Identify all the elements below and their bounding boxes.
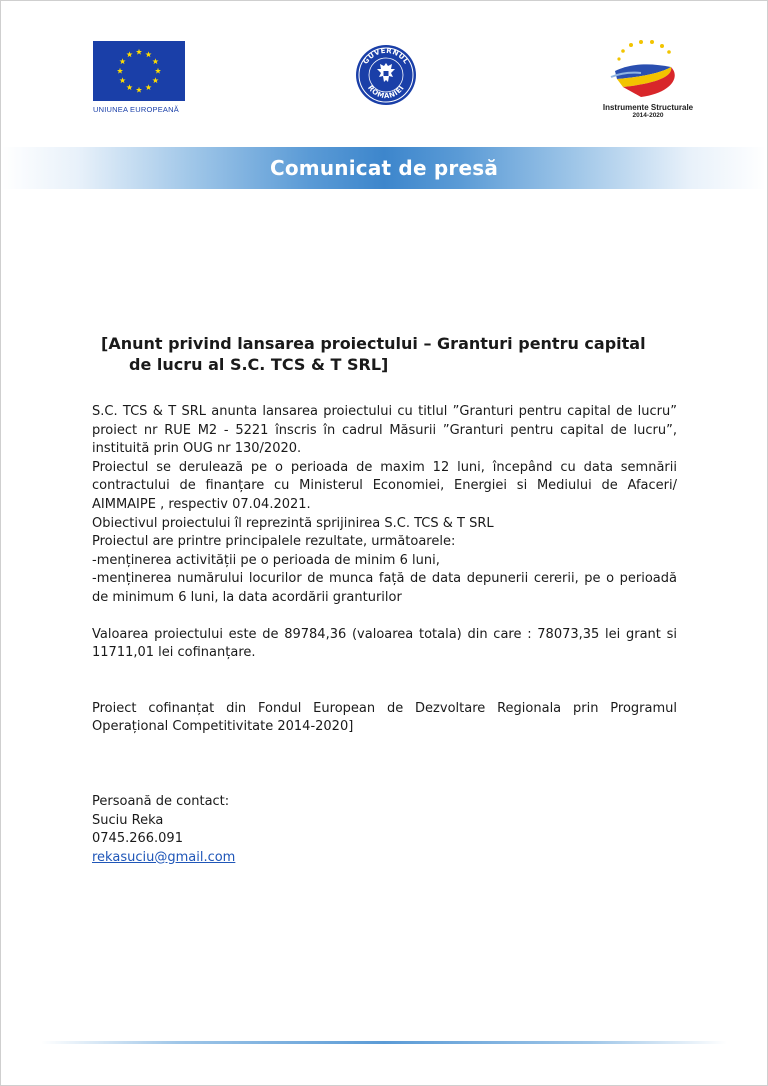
eu-star-icon [120, 77, 126, 83]
seal-text-bottom: ROMÂNIEI [366, 83, 406, 101]
heading-line-1: [Anunt privind lansarea proiectului – Granturi pentru capital [101, 334, 646, 353]
contact-name: Suciu Reka [92, 812, 164, 828]
eu-star-icon [136, 49, 142, 55]
paragraph-cofinancing: Proiect cofinanțat din Fondul European de Dezvoltare Regionala prin Programul Operațional Competitivitate 2014-2020] [92, 700, 677, 735]
eu-star-icon [145, 51, 151, 57]
instrumente-structurale-logo [593, 37, 703, 119]
seal-text-top: GUVERNUL [361, 46, 411, 66]
announcement-body [92, 403, 677, 867]
is-name: Instrumente Structurale [602, 103, 694, 112]
eu-logo [93, 41, 187, 114]
paragraph-objective: Obiectivul proiectului îl reprezintă sprijinirea S.C. TCS & T SRL [92, 515, 494, 531]
paragraph-results-intro: Proiectul are printre principalele rezultate, următoarele: [92, 534, 456, 550]
heading-line-2: de lucru al S.C. TCS & T SRL] [129, 355, 389, 374]
eu-flag-icon [93, 41, 185, 101]
banner-title: Comunicat de presă [269, 156, 499, 180]
contact-phone: 0745.266.091 [92, 831, 183, 847]
paragraph-project-title: S.C. TCS & T SRL anunta lansarea proiectului cu titlul ”Granturi pentru capital de lucru” proiect nr RUE M2 - 5221 înscris în cadrul Măsurii ”Granturi pentru capital de lucru”, instituită prin OUG nr 130/2020. [92, 404, 677, 457]
eu-star-icon [155, 68, 161, 74]
eu-star-icon [126, 84, 132, 90]
paragraph-project-value: Valoarea proiectului este de 89784,36 (valoarea totala) din care : 78073,35 lei grant si 11711,01 lei cofinanțare. [92, 626, 677, 661]
result-item-jobs: -menținerea numărului locurilor de munca față de data depunerii cererii, pe o perioadă de minimum 6 luni, la data acordării granturilor [92, 571, 677, 605]
eu-star-icon [126, 51, 132, 57]
eu-star-icon [152, 77, 158, 83]
paragraph-duration: Proiectul se derulează pe o perioada de maxim 12 luni, începând cu data semnării contractului de finanțare cu Ministerul Economiei, Energiei si Mediului de Afaceri/ AIMMAIPE , respectiv 07.04.2021. [92, 459, 677, 512]
eu-caption: UNIUNEA EUROPEANĂ [93, 105, 179, 114]
contact-label: Persoană de contact: [92, 793, 230, 809]
is-years: 2014-2020 [632, 112, 664, 119]
contact-email-link[interactable]: rekasuciu@gmail.com [92, 849, 236, 865]
eu-star-icon [120, 58, 126, 64]
eu-star-icon [136, 87, 142, 93]
eu-star-icon [145, 84, 151, 90]
government-seal-icon [355, 44, 417, 106]
eu-star-icon [117, 68, 123, 74]
result-item-activity: -menținerea activității pe o perioada de minim 6 luni, [92, 552, 440, 568]
eu-star-icon [152, 58, 158, 64]
instrumente-structurale-icon [601, 37, 693, 103]
press-release-banner [2, 147, 766, 189]
announcement-heading [101, 333, 661, 375]
footer-divider [41, 1041, 727, 1044]
